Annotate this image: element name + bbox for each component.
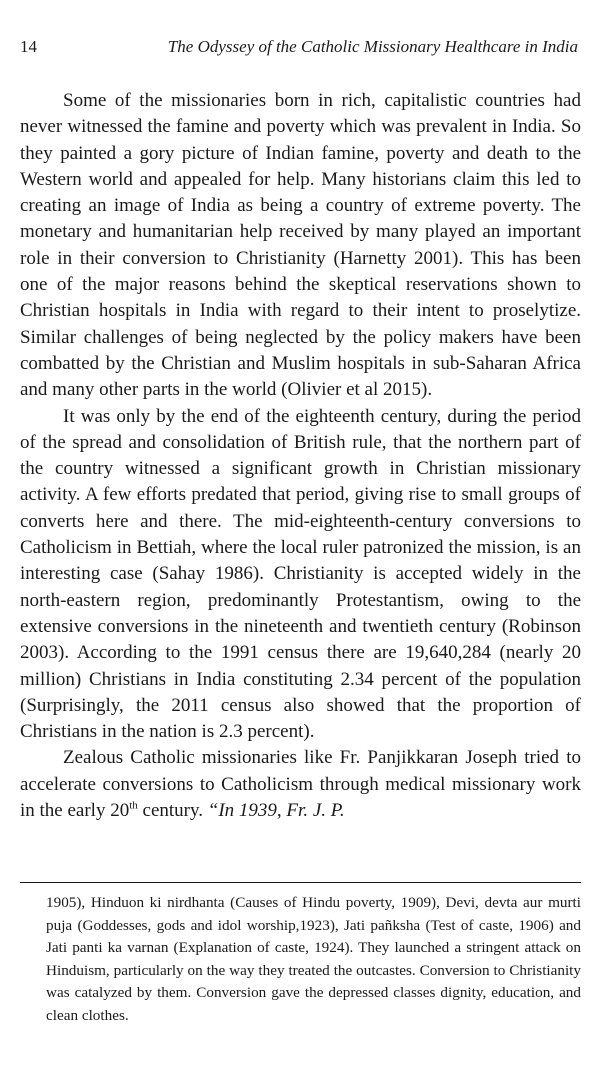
paragraph-3 bbox=[20, 745, 581, 824]
italic-quote: “In 1939, Fr. J. P. bbox=[207, 800, 345, 822]
ordinal-superscript: th bbox=[129, 799, 138, 812]
footnote: 1905), Hinduon ki nirdhanta (Causes of Hindu poverty, 1909), Devi, devta aur murti puja (Goddesses, gods and idol worship,1923), Jati pañksha (Test of caste, 1906) and Jati panti ka varnan (Explanation of caste, 1924). They launched a stringent attack on Hinduism, particularly on the way they treated the outcastes. Conversion to Christianity was catalyzed by them. Conversion gave the depressed classes dignity, education, and clean clothes. bbox=[46, 894, 581, 1024]
running-header bbox=[20, 34, 578, 60]
paragraph-2: It was only by the end of the eighteenth century, during the period of the spread and consolidation of British rule, that the northern part of the country witnessed a significant growth in Christian missionary activity. A few efforts predated that period, giving rise to small groups of converts here and there. The mid-eighteenth-century conversions to Catholicism in Bettiah, where the local ruler patronized the mission, is an interesting case (Sahay 1986). Christianity is accepted widely in the north-eastern region, predominantly Protestantism, owing to the extensive conversions in the nineteenth and twentieth century (Robinson 2003). According to the 1991 census there are 19,640,284 (nearly 20 million) Christians in India constituting 2.34 percent of the population (Surprisingly, the 2011 census also showed that the proportion of Christians in the nation is 2.3 percent). bbox=[20, 405, 581, 743]
body-text bbox=[20, 88, 581, 824]
paragraph-3-text-cont: century. bbox=[137, 800, 208, 822]
page-number: 14 bbox=[20, 37, 37, 56]
footnote-divider bbox=[20, 882, 581, 883]
paragraph-1: Some of the missionaries born in rich, capitalistic countries had never witnessed the famine and poverty which was prevalent in India. So they painted a gory picture of Indian famine, poverty and death to the Western world and appealed for help. Many historians claim this led to creating an image of India as being a country of extreme poverty. The monetary and humanitarian help received by many played an important role in their conversion to Christianity (Harnetty 2001). This has been one of the major reasons behind the skeptical reservations shown to Christian hospitals in India with regard to their intent to proselytize. Similar challenges of being neglected by the policy makers have been combatted by the Christian and Muslim hospitals in sub-Saharan Africa and many other parts in the world (Olivier et al 2015). bbox=[20, 90, 581, 401]
paragraph-3-text: Zealous Catholic missionaries like Fr. Panjikkaran Joseph tried to accelerate conversions to Catholicism through medical missionary work in the early 20 bbox=[20, 747, 581, 822]
book-title-header: The Odyssey of the Catholic Missionary Healthcare in India bbox=[167, 37, 578, 56]
